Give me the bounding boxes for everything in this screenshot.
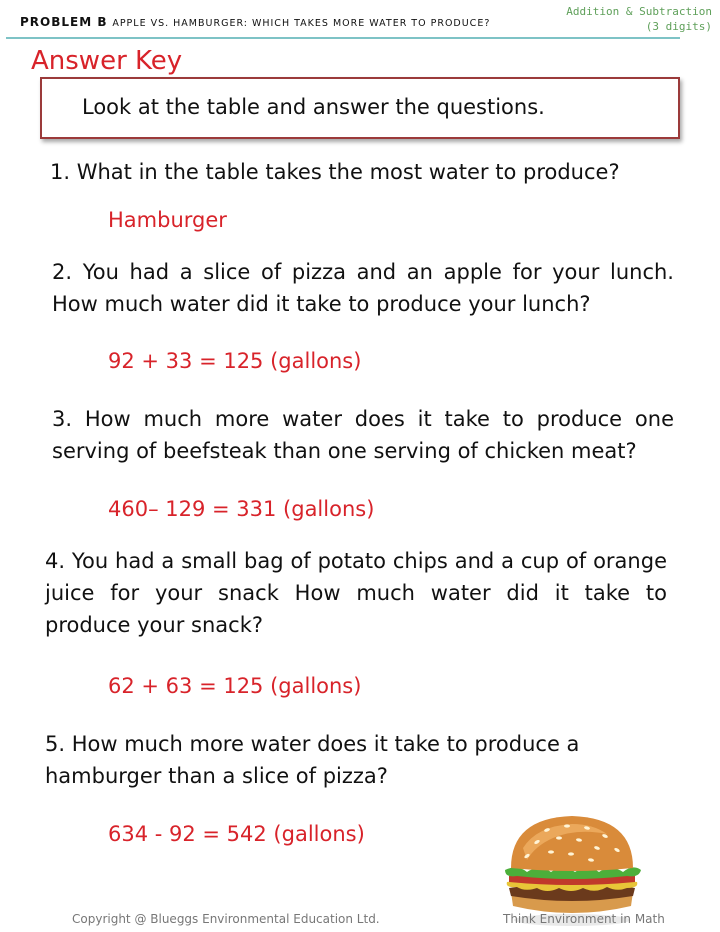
instruction-box — [40, 77, 680, 139]
question-4: 4. You had a small bag of potato chips and a cup of orange juice for your snack How much water did it take to produce your snack? — [45, 549, 667, 637]
answer-1: Hamburger — [108, 208, 227, 232]
hamburger-icon — [497, 808, 647, 928]
question-2: 2. You had a slice of pizza and an apple for your lunch. How much water did it take to produce your lunch? — [52, 260, 674, 316]
question-1: 1. What in the table takes the most water to produce? — [50, 160, 620, 184]
topic-label — [566, 4, 712, 34]
header-divider — [6, 37, 680, 39]
answer-4: 62 + 63 = 125 (gallons) — [108, 674, 362, 698]
question-3: 3. How much more water does it take to produce one serving of beefsteak than one serving of chicken meat? — [52, 407, 674, 463]
answer-2: 92 + 33 = 125 (gallons) — [108, 349, 362, 373]
answer-5: 634 - 92 = 542 (gallons) — [108, 822, 365, 846]
answer-key-title: Answer Key — [31, 46, 183, 76]
problem-label: PROBLEM B — [20, 15, 108, 29]
answer-3: 460– 129 = 331 (gallons) — [108, 497, 375, 521]
footer-copyright: Copyright @ Blueggs Environmental Education Ltd. — [72, 912, 380, 926]
page-header — [14, 10, 592, 34]
problem-heading — [20, 15, 490, 29]
question-5: 5. How much more water does it take to produce a hamburger than a slice of pizza? — [45, 732, 580, 788]
footer-brand: Think Environment in Math — [503, 912, 665, 926]
topic-line-1: Addition & Subtraction — [566, 5, 712, 18]
instruction-text: Look at the table and answer the questions. — [82, 95, 545, 119]
problem-title: APPLE VS. HAMBURGER: WHICH TAKES MORE WATER TO PRODUCE? — [112, 18, 491, 29]
topic-line-2: (3 digits) — [645, 20, 712, 33]
